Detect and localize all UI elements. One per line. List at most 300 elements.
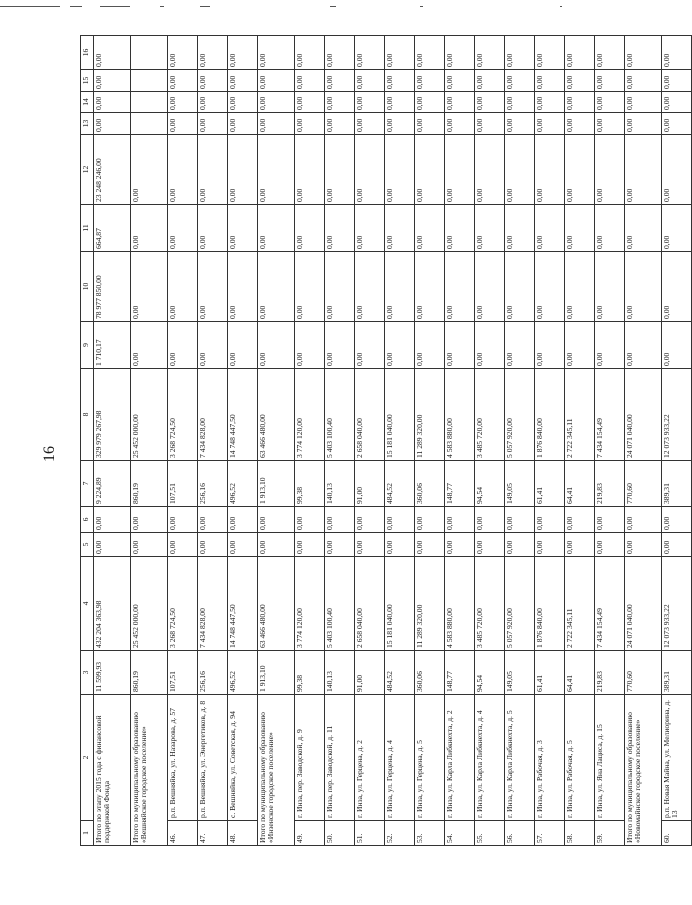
value-cell: 219,83 bbox=[595, 651, 625, 695]
value-cell: 0,00 bbox=[595, 205, 625, 252]
value-cell: 0,00 bbox=[168, 252, 198, 322]
value-cell: 0,00 bbox=[131, 533, 168, 557]
value-cell: 0,00 bbox=[325, 135, 355, 205]
value-cell: 0,00 bbox=[94, 36, 131, 70]
value-cell: 5 057 920,00 bbox=[505, 369, 535, 461]
subtotal-row bbox=[131, 36, 168, 846]
column-number-cell: 14 bbox=[81, 92, 94, 113]
value-cell: 0,00 bbox=[535, 533, 565, 557]
value-cell: 0,00 bbox=[415, 135, 445, 205]
table-row bbox=[662, 36, 692, 846]
column-number-cell: 3 bbox=[81, 651, 94, 695]
value-cell: 0,00 bbox=[131, 252, 168, 322]
column-number-cell: 5 bbox=[81, 533, 94, 557]
value-cell: 0,00 bbox=[385, 135, 415, 205]
value-cell: 91,00 bbox=[355, 461, 385, 507]
value-cell: 3 268 724,50 bbox=[168, 557, 198, 651]
value-cell: 2 722 345,11 bbox=[565, 369, 595, 461]
value-cell: 0,00 bbox=[625, 252, 662, 322]
value-cell: 0,00 bbox=[325, 113, 355, 135]
scan-edge-artifact bbox=[0, 4, 640, 10]
value-cell: 11 289 320,00 bbox=[415, 369, 445, 461]
value-cell: 0,00 bbox=[565, 205, 595, 252]
value-cell: 860,19 bbox=[131, 461, 168, 507]
value-cell: 7 434 828,00 bbox=[198, 369, 228, 461]
value-cell: 0,00 bbox=[295, 252, 325, 322]
value-cell: 0,00 bbox=[385, 70, 415, 92]
value-cell: 0,00 bbox=[475, 36, 505, 70]
value-cell: 1 876 840,00 bbox=[535, 557, 565, 651]
value-cell: 0,00 bbox=[295, 36, 325, 70]
value-cell: 0,00 bbox=[325, 92, 355, 113]
value-cell: 3 485 720,00 bbox=[475, 369, 505, 461]
address-cell: г. Инза, ул. Карла Либкнехта, д. 2 bbox=[445, 695, 475, 821]
value-cell: 0,00 bbox=[415, 322, 445, 369]
table-row bbox=[535, 36, 565, 846]
table-row bbox=[565, 36, 595, 846]
value-cell: 0,00 bbox=[94, 113, 131, 135]
value-cell: 99,38 bbox=[295, 461, 325, 507]
column-number-cell: 1 bbox=[81, 821, 94, 846]
value-cell: 0,00 bbox=[295, 507, 325, 533]
value-cell: 0,00 bbox=[295, 70, 325, 92]
table-row bbox=[198, 36, 228, 846]
value-cell: 0,00 bbox=[228, 135, 258, 205]
value-cell: 14 748 447,50 bbox=[228, 369, 258, 461]
address-cell: г. Инза, ул. Карла Либкнехта, д. 5 bbox=[505, 695, 535, 821]
subtotal-row bbox=[94, 36, 131, 846]
value-cell: 0,00 bbox=[198, 252, 228, 322]
row-number: 54. bbox=[445, 821, 475, 846]
value-cell: 0,00 bbox=[94, 533, 131, 557]
value-cell: 0,00 bbox=[415, 252, 445, 322]
value-cell: 3 774 120,00 bbox=[295, 369, 325, 461]
value-cell: 2 722 345,11 bbox=[565, 557, 595, 651]
value-cell: 0,00 bbox=[415, 92, 445, 113]
address-cell: г. Инза, ул. Карла Либкнехта, д. 4 bbox=[475, 695, 505, 821]
value-cell: 63 466 480,00 bbox=[258, 369, 295, 461]
value-cell: 0,00 bbox=[295, 533, 325, 557]
column-number-cell: 6 bbox=[81, 507, 94, 533]
address-cell: г. Инза, ул. Герцена, д. 2 bbox=[355, 695, 385, 821]
column-number-cell: 11 bbox=[81, 205, 94, 252]
value-cell: 860,19 bbox=[131, 651, 168, 695]
value-cell: 0,00 bbox=[535, 205, 565, 252]
value-cell: 0,00 bbox=[595, 322, 625, 369]
value-cell: 389,31 bbox=[662, 461, 692, 507]
value-cell: 1 876 840,00 bbox=[535, 369, 565, 461]
value-cell: 64,41 bbox=[565, 651, 595, 695]
value-cell: 0,00 bbox=[625, 36, 662, 70]
table-row bbox=[595, 36, 625, 846]
row-number: 52. bbox=[385, 821, 415, 846]
value-cell: 0,00 bbox=[385, 92, 415, 113]
value-cell: 0,00 bbox=[662, 533, 692, 557]
value-cell: 0,00 bbox=[325, 70, 355, 92]
value-cell: 0,00 bbox=[535, 135, 565, 205]
value-cell: 0,00 bbox=[445, 322, 475, 369]
value-cell: 0,00 bbox=[355, 70, 385, 92]
value-cell: 0,00 bbox=[198, 322, 228, 369]
value-cell: 664,87 bbox=[94, 205, 131, 252]
value-cell: 4 583 880,00 bbox=[445, 557, 475, 651]
value-cell: 0,00 bbox=[198, 135, 228, 205]
value-cell: 0,00 bbox=[625, 322, 662, 369]
value-cell: 0,00 bbox=[535, 113, 565, 135]
column-number-cell: 2 bbox=[81, 695, 94, 821]
address-cell: г. Инза, ул. Рабочая, д. 3 bbox=[535, 695, 565, 821]
housing-program-table bbox=[80, 35, 692, 846]
value-cell: 94,54 bbox=[475, 461, 505, 507]
table-row bbox=[168, 36, 198, 846]
value-cell: 0,00 bbox=[168, 70, 198, 92]
value-cell: 0,00 bbox=[565, 533, 595, 557]
row-number: 58. bbox=[565, 821, 595, 846]
value-cell: 94,54 bbox=[475, 651, 505, 695]
value-cell: 0,00 bbox=[565, 70, 595, 92]
value-cell: 496,52 bbox=[228, 461, 258, 507]
value-cell: 5 057 920,00 bbox=[505, 557, 535, 651]
value-cell bbox=[131, 36, 168, 70]
value-cell: 0,00 bbox=[355, 135, 385, 205]
column-number-cell: 13 bbox=[81, 113, 94, 135]
value-cell: 7 434 154,49 bbox=[595, 369, 625, 461]
column-number-cell: 15 bbox=[81, 70, 94, 92]
value-cell: 0,00 bbox=[565, 113, 595, 135]
value-cell: 107,51 bbox=[168, 651, 198, 695]
value-cell: 0,00 bbox=[258, 36, 295, 70]
value-cell: 484,52 bbox=[385, 461, 415, 507]
value-cell: 0,00 bbox=[662, 322, 692, 369]
value-cell: 0,00 bbox=[385, 252, 415, 322]
column-number-cell: 8 bbox=[81, 369, 94, 461]
row-number: 49. bbox=[295, 821, 325, 846]
value-cell: 0,00 bbox=[325, 252, 355, 322]
value-cell: 0,00 bbox=[595, 533, 625, 557]
value-cell: 3 485 720,00 bbox=[475, 557, 505, 651]
row-number: 60. bbox=[662, 821, 692, 846]
value-cell: 14 748 447,50 bbox=[228, 557, 258, 651]
value-cell: 0,00 bbox=[662, 135, 692, 205]
value-cell: 0,00 bbox=[445, 205, 475, 252]
value-cell: 0,00 bbox=[131, 507, 168, 533]
column-number-cell: 12 bbox=[81, 135, 94, 205]
value-cell: 0,00 bbox=[565, 322, 595, 369]
value-cell: 0,00 bbox=[258, 135, 295, 205]
table-row bbox=[475, 36, 505, 846]
value-cell: 0,00 bbox=[258, 322, 295, 369]
value-cell: 0,00 bbox=[385, 507, 415, 533]
value-cell: 0,00 bbox=[295, 135, 325, 205]
value-cell: 0,00 bbox=[595, 507, 625, 533]
value-cell: 0,00 bbox=[625, 92, 662, 113]
subtotal-label: Итого по муниципальному образованию «Инзенское городское поселение» bbox=[258, 695, 295, 846]
value-cell: 0,00 bbox=[475, 113, 505, 135]
value-cell: 0,00 bbox=[625, 135, 662, 205]
value-cell: 0,00 bbox=[505, 113, 535, 135]
value-cell: 0,00 bbox=[131, 322, 168, 369]
value-cell: 0,00 bbox=[565, 252, 595, 322]
value-cell: 0,00 bbox=[325, 322, 355, 369]
value-cell: 4 583 880,00 bbox=[445, 369, 475, 461]
subtotal-row bbox=[258, 36, 295, 846]
value-cell: 0,00 bbox=[355, 113, 385, 135]
value-cell: 0,00 bbox=[595, 36, 625, 70]
value-cell: 61,41 bbox=[535, 651, 565, 695]
value-cell: 0,00 bbox=[662, 113, 692, 135]
value-cell: 0,00 bbox=[662, 36, 692, 70]
value-cell: 496,52 bbox=[228, 651, 258, 695]
value-cell: 0,00 bbox=[595, 113, 625, 135]
value-cell: 1 913,10 bbox=[258, 651, 295, 695]
value-cell: 140,13 bbox=[325, 651, 355, 695]
value-cell: 12 073 933,22 bbox=[662, 369, 692, 461]
value-cell: 0,00 bbox=[662, 252, 692, 322]
address-cell: г. Инза, пер. Заводской, д. 9 bbox=[295, 695, 325, 821]
value-cell: 0,00 bbox=[355, 322, 385, 369]
value-cell: 0,00 bbox=[535, 507, 565, 533]
value-cell: 770,60 bbox=[625, 651, 662, 695]
value-cell: 0,00 bbox=[445, 92, 475, 113]
row-number: 53. bbox=[415, 821, 445, 846]
subtotal-label: Итого по муниципальному образованию «Новомайнское городское поселение» bbox=[625, 695, 662, 846]
value-cell: 0,00 bbox=[228, 205, 258, 252]
value-cell: 0,00 bbox=[475, 533, 505, 557]
subtotal-label: Итого по муниципальному образованию «Вешняйское городское поселение» bbox=[131, 695, 168, 846]
value-cell: 24 071 040,00 bbox=[625, 369, 662, 461]
value-cell: 0,00 bbox=[295, 205, 325, 252]
value-cell: 0,00 bbox=[385, 533, 415, 557]
value-cell: 360,06 bbox=[415, 461, 445, 507]
value-cell: 24 071 040,00 bbox=[625, 557, 662, 651]
value-cell: 0,00 bbox=[565, 507, 595, 533]
value-cell: 0,00 bbox=[168, 507, 198, 533]
value-cell: 1 710,17 bbox=[94, 322, 131, 369]
value-cell: 0,00 bbox=[258, 533, 295, 557]
value-cell: 99,38 bbox=[295, 651, 325, 695]
value-cell: 5 403 100,40 bbox=[325, 557, 355, 651]
column-number-cell: 16 bbox=[81, 36, 94, 70]
value-cell: 0,00 bbox=[355, 252, 385, 322]
table-row bbox=[415, 36, 445, 846]
value-cell: 0,00 bbox=[505, 533, 535, 557]
subtotal-label: Итого по этапу 2015 года с финансовой поддержкой Фонда bbox=[94, 695, 131, 846]
column-number-cell: 9 bbox=[81, 322, 94, 369]
value-cell: 219,83 bbox=[595, 461, 625, 507]
value-cell: 0,00 bbox=[295, 113, 325, 135]
value-cell: 256,16 bbox=[198, 651, 228, 695]
value-cell: 2 658 040,00 bbox=[355, 369, 385, 461]
value-cell: 91,00 bbox=[355, 651, 385, 695]
value-cell: 0,00 bbox=[295, 322, 325, 369]
value-cell: 7 434 154,49 bbox=[595, 557, 625, 651]
table-body bbox=[81, 36, 692, 846]
value-cell: 484,52 bbox=[385, 651, 415, 695]
value-cell: 0,00 bbox=[475, 135, 505, 205]
value-cell: 11 289 320,00 bbox=[415, 557, 445, 651]
value-cell: 0,00 bbox=[415, 205, 445, 252]
value-cell: 329 979 267,98 bbox=[94, 369, 131, 461]
value-cell: 0,00 bbox=[475, 70, 505, 92]
row-number: 56. bbox=[505, 821, 535, 846]
value-cell bbox=[131, 113, 168, 135]
value-cell: 11 599,93 bbox=[94, 651, 131, 695]
address-cell: р.п. Вешняйка, ул. Энергетиков, д. 8 bbox=[198, 695, 228, 821]
value-cell: 0,00 bbox=[625, 507, 662, 533]
value-cell: 0,00 bbox=[198, 113, 228, 135]
value-cell: 0,00 bbox=[168, 322, 198, 369]
value-cell: 0,00 bbox=[94, 507, 131, 533]
value-cell: 23 248 246,00 bbox=[94, 135, 131, 205]
value-cell: 0,00 bbox=[355, 533, 385, 557]
value-cell: 0,00 bbox=[385, 205, 415, 252]
table-row bbox=[325, 36, 355, 846]
value-cell: 0,00 bbox=[445, 533, 475, 557]
value-cell: 0,00 bbox=[505, 92, 535, 113]
value-cell: 0,00 bbox=[228, 92, 258, 113]
row-number: 51. bbox=[355, 821, 385, 846]
row-number: 47. bbox=[198, 821, 228, 846]
value-cell: 0,00 bbox=[662, 507, 692, 533]
value-cell: 0,00 bbox=[198, 92, 228, 113]
value-cell: 0,00 bbox=[198, 205, 228, 252]
value-cell: 0,00 bbox=[355, 36, 385, 70]
value-cell: 64,41 bbox=[565, 461, 595, 507]
value-cell: 0,00 bbox=[94, 70, 131, 92]
value-cell: 61,41 bbox=[535, 461, 565, 507]
value-cell: 148,77 bbox=[445, 651, 475, 695]
value-cell: 0,00 bbox=[505, 36, 535, 70]
subtotal-row bbox=[625, 36, 662, 846]
value-cell bbox=[131, 92, 168, 113]
value-cell: 0,00 bbox=[325, 533, 355, 557]
value-cell: 0,00 bbox=[415, 113, 445, 135]
address-cell: г. Инза, ул. Рабочая, д. 5 bbox=[565, 695, 595, 821]
value-cell: 0,00 bbox=[295, 92, 325, 113]
value-cell: 1 913,10 bbox=[258, 461, 295, 507]
value-cell: 0,00 bbox=[625, 70, 662, 92]
value-cell: 0,00 bbox=[355, 205, 385, 252]
table-row bbox=[228, 36, 258, 846]
value-cell: 0,00 bbox=[475, 507, 505, 533]
value-cell: 0,00 bbox=[258, 92, 295, 113]
value-cell: 0,00 bbox=[415, 70, 445, 92]
address-cell: г. Инза, ул. Герцена, д. 4 bbox=[385, 695, 415, 821]
value-cell: 256,16 bbox=[198, 461, 228, 507]
value-cell: 0,00 bbox=[445, 135, 475, 205]
value-cell: 0,00 bbox=[385, 322, 415, 369]
value-cell: 0,00 bbox=[385, 36, 415, 70]
value-cell: 0,00 bbox=[168, 92, 198, 113]
value-cell: 389,31 bbox=[662, 651, 692, 695]
value-cell: 0,00 bbox=[228, 70, 258, 92]
value-cell: 0,00 bbox=[505, 205, 535, 252]
column-number-cell: 7 bbox=[81, 461, 94, 507]
value-cell bbox=[131, 70, 168, 92]
row-number: 55. bbox=[475, 821, 505, 846]
value-cell: 0,00 bbox=[258, 70, 295, 92]
value-cell: 0,00 bbox=[355, 92, 385, 113]
value-cell: 770,60 bbox=[625, 461, 662, 507]
value-cell: 5 403 100,40 bbox=[325, 369, 355, 461]
value-cell: 0,00 bbox=[168, 533, 198, 557]
table-row bbox=[505, 36, 535, 846]
value-cell: 0,00 bbox=[535, 70, 565, 92]
value-cell: 0,00 bbox=[625, 113, 662, 135]
value-cell: 0,00 bbox=[415, 507, 445, 533]
value-cell: 0,00 bbox=[131, 135, 168, 205]
row-number: 57. bbox=[535, 821, 565, 846]
address-cell: г. Инза, ул. Герцена, д. 5 bbox=[415, 695, 445, 821]
value-cell: 107,51 bbox=[168, 461, 198, 507]
value-cell: 0,00 bbox=[168, 113, 198, 135]
value-cell: 0,00 bbox=[505, 507, 535, 533]
value-cell: 0,00 bbox=[625, 205, 662, 252]
address-cell: р.п. Новая Майна, ул. Мелиорина, д. 13 bbox=[662, 695, 692, 821]
value-cell: 0,00 bbox=[662, 70, 692, 92]
value-cell: 0,00 bbox=[198, 36, 228, 70]
value-cell: 0,00 bbox=[505, 135, 535, 205]
value-cell: 25 452 000,00 bbox=[131, 369, 168, 461]
value-cell: 0,00 bbox=[228, 252, 258, 322]
value-cell: 432 204 363,98 bbox=[94, 557, 131, 651]
page-number: 16 bbox=[41, 446, 58, 462]
value-cell: 0,00 bbox=[445, 113, 475, 135]
value-cell: 148,77 bbox=[445, 461, 475, 507]
value-cell: 0,00 bbox=[535, 252, 565, 322]
value-cell: 0,00 bbox=[595, 135, 625, 205]
value-cell: 0,00 bbox=[258, 252, 295, 322]
value-cell: 0,00 bbox=[228, 322, 258, 369]
value-cell: 0,00 bbox=[228, 36, 258, 70]
value-cell: 0,00 bbox=[505, 322, 535, 369]
value-cell: 0,00 bbox=[595, 92, 625, 113]
value-cell: 0,00 bbox=[505, 70, 535, 92]
table-row bbox=[445, 36, 475, 846]
address-cell: г. Инза, пер. Заводской, д. 11 bbox=[325, 695, 355, 821]
address-cell: г. Инза, ул. Яна Лациса, д. 15 bbox=[595, 695, 625, 821]
value-cell: 0,00 bbox=[445, 36, 475, 70]
value-cell: 63 466 480,00 bbox=[258, 557, 295, 651]
rotated-table-wrapper bbox=[80, 48, 692, 846]
row-number: 59. bbox=[595, 821, 625, 846]
value-cell: 149,05 bbox=[505, 461, 535, 507]
value-cell: 15 181 040,00 bbox=[385, 369, 415, 461]
value-cell: 140,13 bbox=[325, 461, 355, 507]
value-cell: 0,00 bbox=[662, 205, 692, 252]
value-cell: 0,00 bbox=[355, 507, 385, 533]
value-cell: 0,00 bbox=[228, 507, 258, 533]
value-cell: 0,00 bbox=[228, 113, 258, 135]
value-cell: 0,00 bbox=[535, 36, 565, 70]
value-cell: 0,00 bbox=[198, 507, 228, 533]
address-cell: с. Вешняйка, ул. Советская, д. 94 bbox=[228, 695, 258, 821]
value-cell: 0,00 bbox=[505, 252, 535, 322]
row-number: 50. bbox=[325, 821, 355, 846]
value-cell: 0,00 bbox=[595, 70, 625, 92]
value-cell: 12 073 933,22 bbox=[662, 557, 692, 651]
value-cell: 15 181 040,00 bbox=[385, 557, 415, 651]
value-cell: 0,00 bbox=[94, 92, 131, 113]
value-cell: 2 658 040,00 bbox=[355, 557, 385, 651]
value-cell: 0,00 bbox=[131, 205, 168, 252]
value-cell: 7 434 828,00 bbox=[198, 557, 228, 651]
address-cell: р.п. Вешняйка, ул. Назарова, д. 57 bbox=[168, 695, 198, 821]
value-cell: 25 452 000,00 bbox=[131, 557, 168, 651]
value-cell: 0,00 bbox=[535, 322, 565, 369]
value-cell: 0,00 bbox=[565, 92, 595, 113]
value-cell: 0,00 bbox=[385, 113, 415, 135]
